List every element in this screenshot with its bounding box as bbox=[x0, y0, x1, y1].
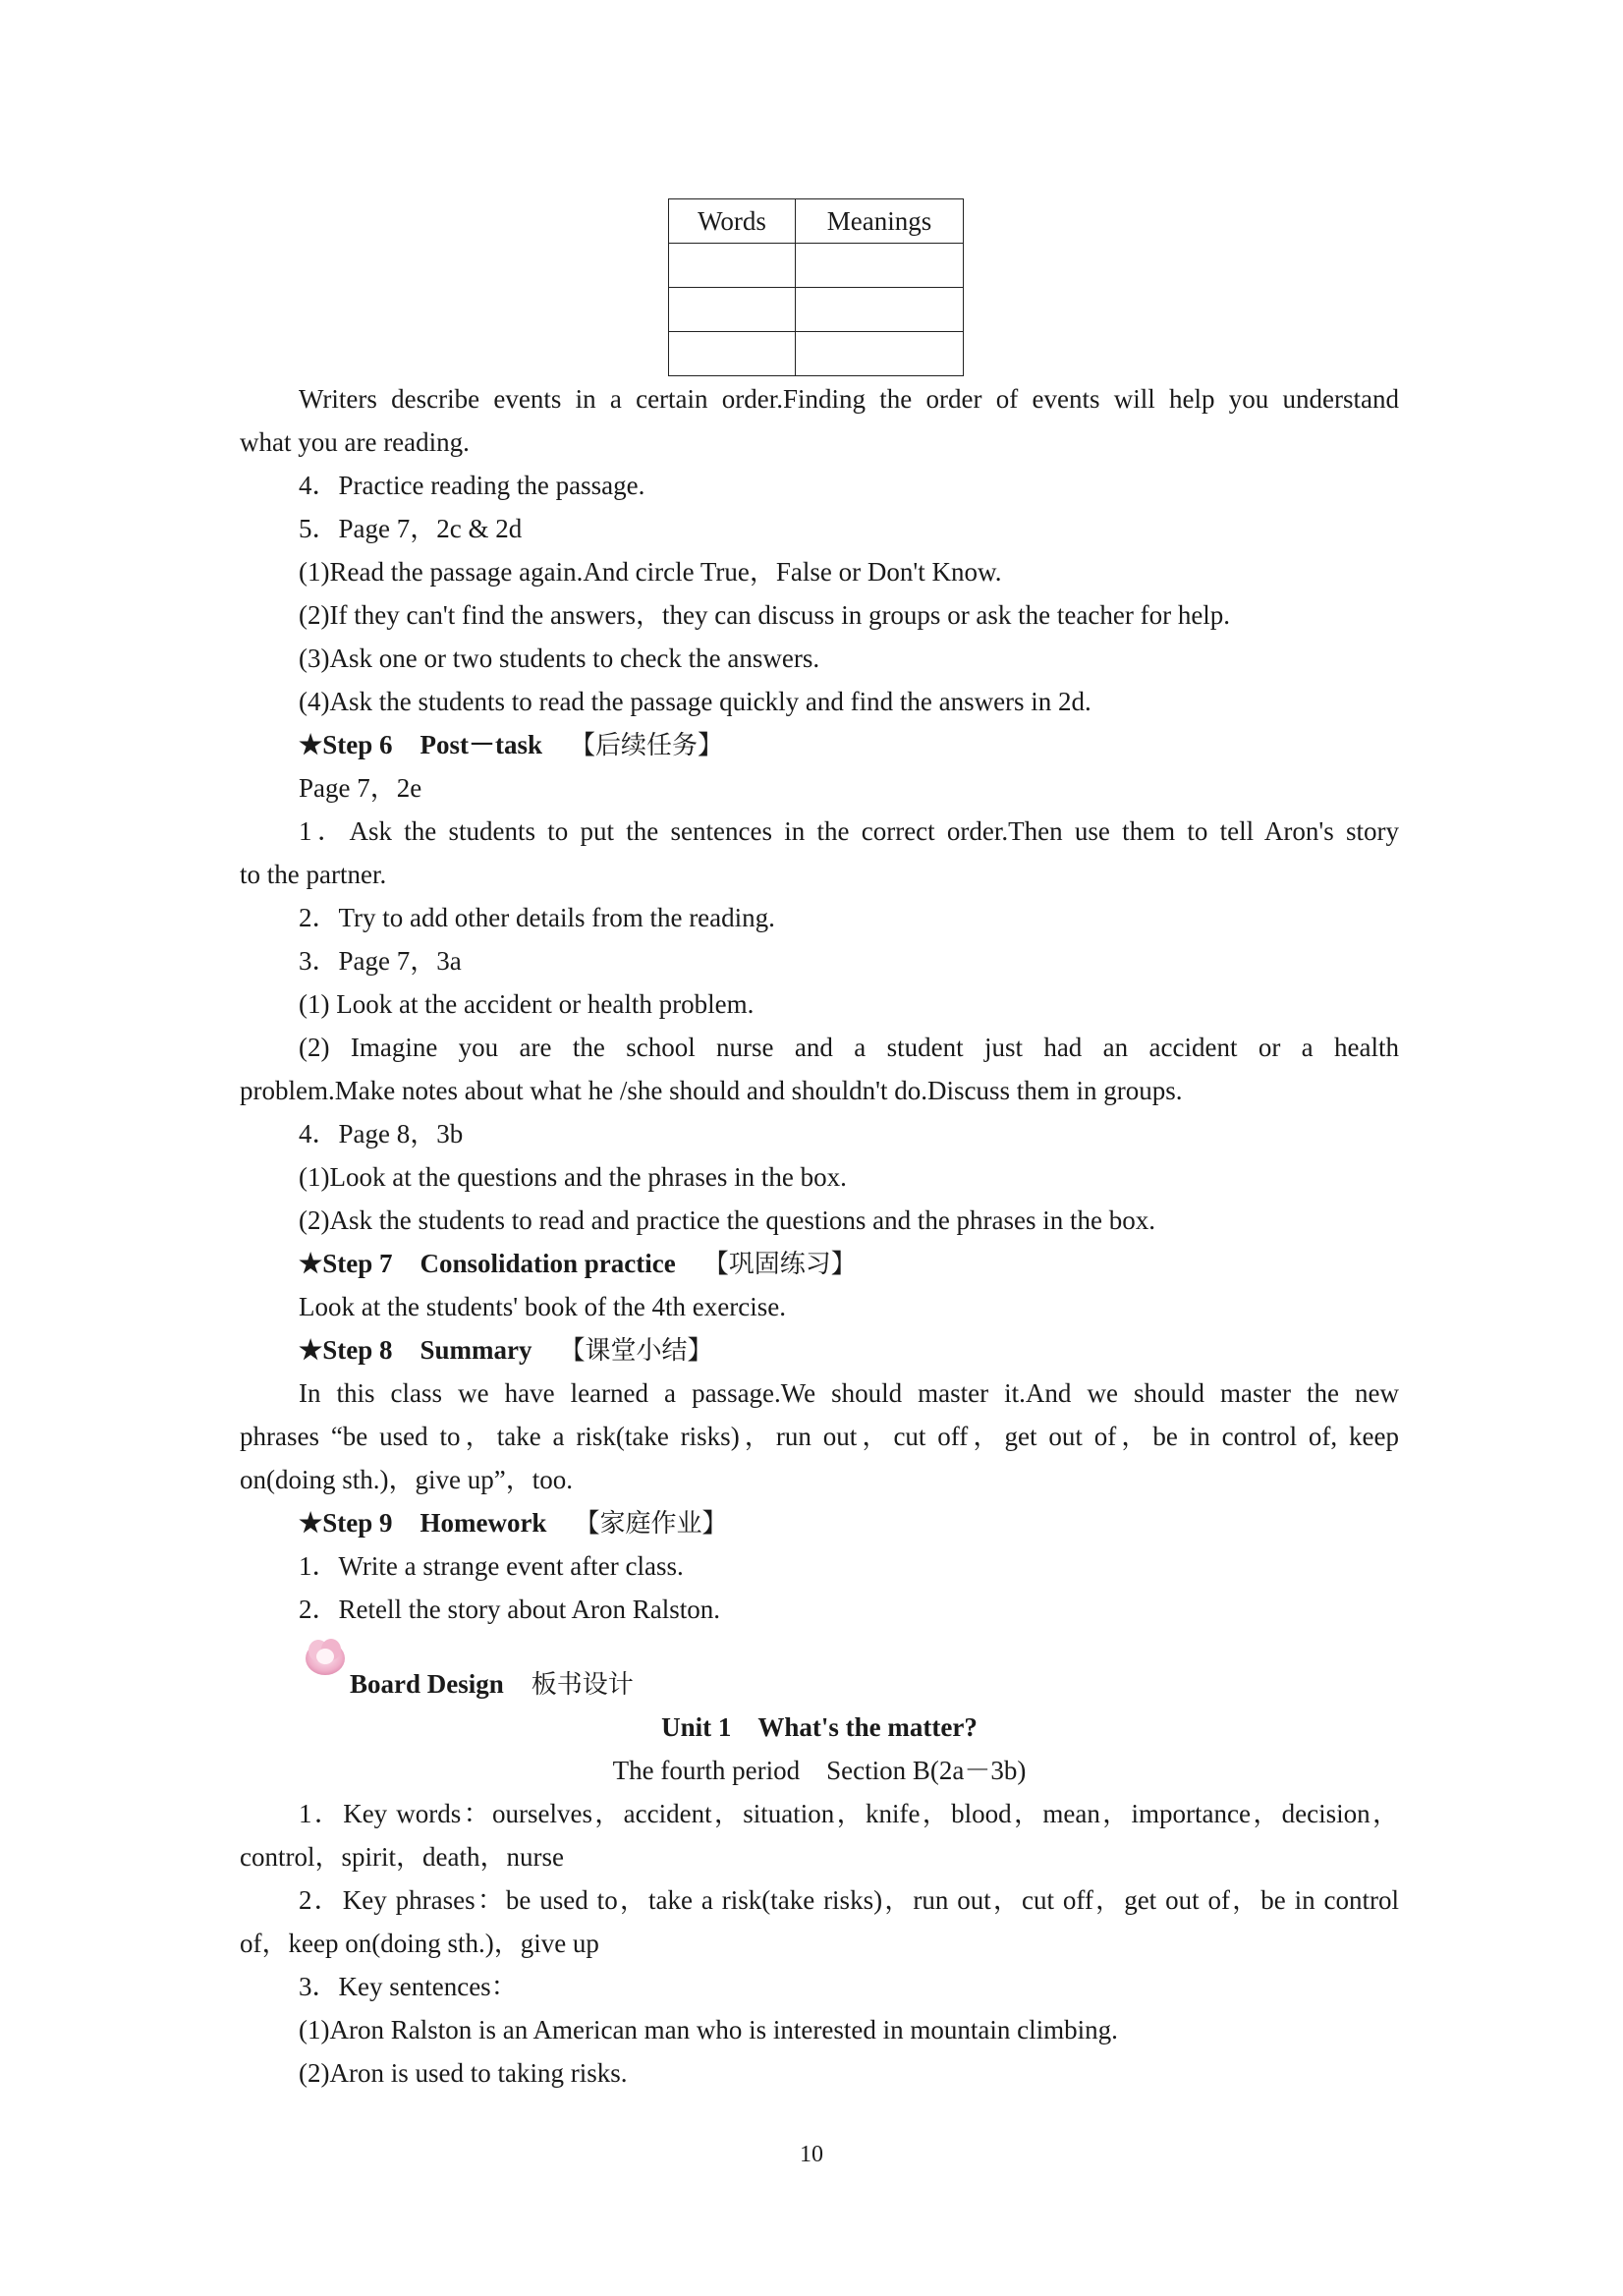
step-label: ★Step 8 bbox=[299, 1335, 393, 1365]
list-item: 2．Retell the story about Aron Ralston. bbox=[299, 1595, 720, 1624]
list-item: (4)Ask the students to read the passage quickly and find the answers in 2d. bbox=[299, 687, 1091, 716]
step-cn-title: 【巩固练习】 bbox=[702, 1250, 857, 1279]
list-item: (2) Imagine you are the school nurse and a student just had an accident or a health bbox=[299, 1033, 1399, 1062]
step-title: Summary bbox=[420, 1335, 532, 1365]
key-words-line: 1．Key words：ourselves，accident，situation，knife，blood，mean，importance，decision， bbox=[299, 1799, 1399, 1828]
table-cell bbox=[796, 288, 964, 332]
step-heading bbox=[240, 1242, 1399, 1285]
key-sentences-heading: 3．Key sentences： bbox=[299, 1972, 518, 2001]
paragraph-line: In this class we have learned a passage.We should master it.And we should master the new bbox=[299, 1378, 1399, 1408]
table-row bbox=[669, 244, 964, 288]
list-item: (3)Ask one or two students to check the answers. bbox=[299, 644, 820, 673]
list-item: 1．Ask the students to put the sentences in the correct order.Then use them to tell Aron's story bbox=[299, 816, 1399, 846]
step-cn-title: 【后续任务】 bbox=[569, 731, 723, 760]
step-heading bbox=[240, 723, 1399, 766]
table-header-row bbox=[669, 199, 964, 244]
list-item: (2)If they can't find the answers，they can discuss in groups or ask the teacher for help. bbox=[299, 600, 1231, 630]
list-item: (1) Look at the accident or health problem. bbox=[299, 989, 755, 1019]
step-cn-title: 【课堂小结】 bbox=[559, 1336, 713, 1366]
list-item: 1．Write a strange event after class. bbox=[299, 1551, 684, 1581]
list-item: 2．Try to add other details from the reading. bbox=[299, 903, 775, 932]
step-label: ★Step 9 bbox=[299, 1508, 393, 1538]
list-item: 5．Page 7，2c & 2d bbox=[299, 514, 523, 543]
words-meanings-table bbox=[668, 198, 964, 376]
step-heading bbox=[240, 1328, 1399, 1372]
table-cell bbox=[669, 332, 796, 376]
step-cn-title: 【家庭作业】 bbox=[574, 1509, 728, 1539]
list-item: (2)Ask the students to read and practice the questions and the phrases in the box. bbox=[299, 1205, 1156, 1235]
paragraph-line: Page 7，2e bbox=[299, 773, 422, 803]
list-item: (1)Look at the questions and the phrases in the box. bbox=[299, 1162, 847, 1192]
step-title: Post－task bbox=[420, 730, 542, 759]
table-cell bbox=[796, 332, 964, 376]
table-header-words: Words bbox=[669, 199, 796, 244]
paragraph-line: Writers describe events in a certain order.Finding the order of events will help you understand bbox=[299, 384, 1399, 414]
paragraph-line: problem.Make notes about what he /she should and shouldn't do.Discuss them in groups. bbox=[240, 1076, 1183, 1105]
step-title: Homework bbox=[420, 1508, 547, 1538]
list-item: (1)Read the passage again.And circle True，False or Don't Know. bbox=[299, 557, 1002, 587]
step-label: ★Step 6 bbox=[299, 730, 393, 759]
period-title: The fourth period Section B(2a－3b) bbox=[612, 1756, 1027, 1785]
step-label: ★Step 7 bbox=[299, 1249, 393, 1278]
list-item: 4．Practice reading the passage. bbox=[299, 471, 645, 500]
key-phrases-line: 2．Key phrases：be used to，take a risk(take risks)，run out，cut off，get out of，be in control bbox=[299, 1885, 1399, 1915]
table-header-meanings: Meanings bbox=[796, 199, 964, 244]
key-sentence: (1)Aron Ralston is an American man who is interested in mountain climbing. bbox=[299, 2015, 1118, 2044]
unit-title: Unit 1 What's the matter? bbox=[661, 1712, 978, 1742]
key-words-line: control，spirit，death，nurse bbox=[240, 1842, 564, 1872]
paragraph-line: phrases “be used to，take a risk(take risks)，run out，cut off，get out of，be in control of, keep bbox=[240, 1422, 1399, 1451]
board-design-cn: 板书设计 bbox=[531, 1670, 634, 1700]
paragraph-line: Look at the students' book of the 4th exercise. bbox=[299, 1292, 786, 1321]
step-title: Consolidation practice bbox=[420, 1249, 676, 1278]
paragraph-line: to the partner. bbox=[240, 860, 387, 889]
list-item: 4．Page 8，3b bbox=[299, 1119, 464, 1148]
key-phrases-line: of，keep on(doing sth.)，give up bbox=[240, 1929, 599, 1958]
board-design-heading bbox=[350, 1662, 939, 1706]
table-cell bbox=[669, 288, 796, 332]
table-row bbox=[669, 288, 964, 332]
board-design-title: Board Design bbox=[350, 1669, 504, 1699]
table-cell bbox=[796, 244, 964, 288]
table-row bbox=[669, 332, 964, 376]
page-number: 10 bbox=[800, 2142, 823, 2167]
paragraph-line: on(doing sth.)，give up”，too. bbox=[240, 1465, 573, 1494]
flower-icon bbox=[301, 1631, 350, 1680]
list-item: 3．Page 7，3a bbox=[299, 946, 462, 976]
step-heading bbox=[240, 1501, 1399, 1544]
key-sentence: (2)Aron is used to taking risks. bbox=[299, 2058, 628, 2088]
table-cell bbox=[669, 244, 796, 288]
paragraph-line: what you are reading. bbox=[240, 427, 470, 457]
